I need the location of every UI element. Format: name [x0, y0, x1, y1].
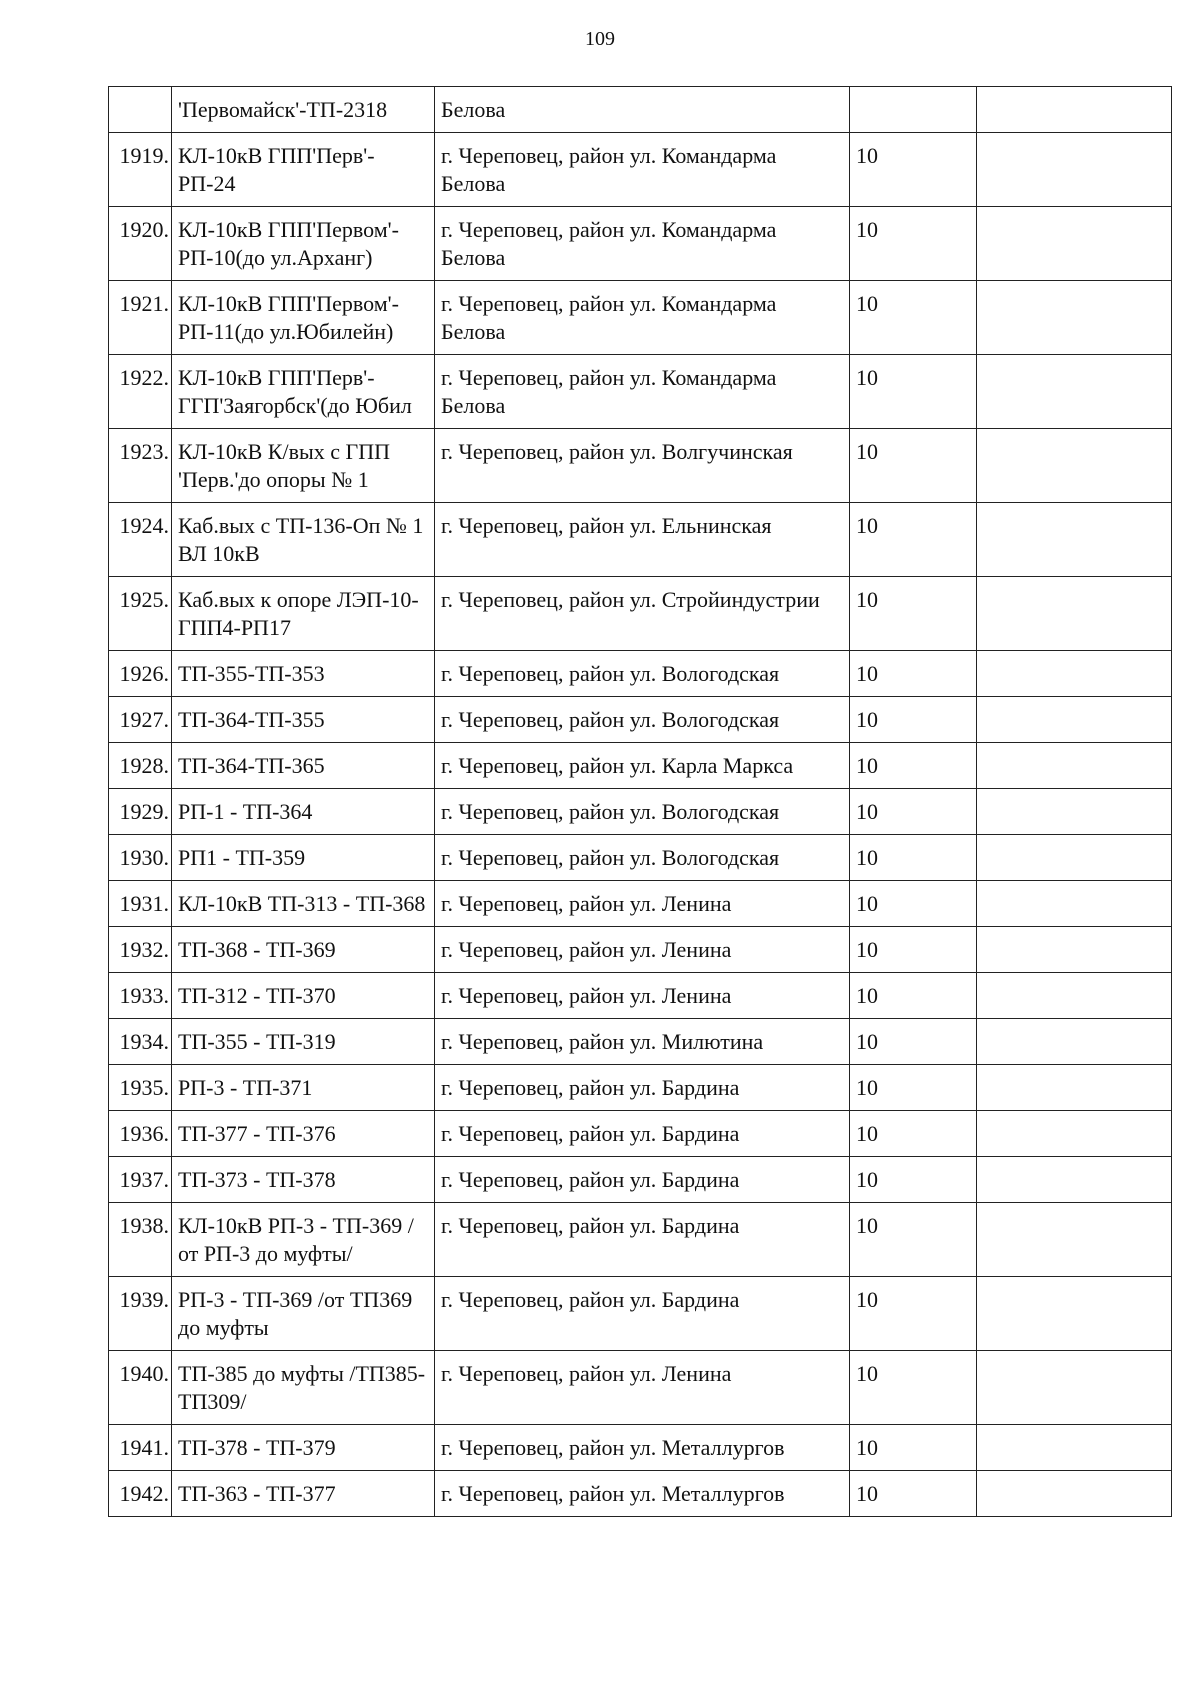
- table-row: [109, 1065, 1172, 1111]
- line-name-cell: КЛ-10кВ ГПП'Первом'-РП-11(до ул.Юбилейн): [172, 281, 435, 355]
- table-row: [109, 503, 1172, 577]
- row-number-cell: 1930.: [109, 835, 172, 881]
- table-row: [109, 651, 1172, 697]
- address-cell: г. Череповец, район ул. Вологодская: [435, 651, 850, 697]
- row-number-cell: 1923.: [109, 429, 172, 503]
- extra-cell: [977, 835, 1172, 881]
- line-name-cell: КЛ-10кВ К/вых с ГПП 'Перв.'до опоры № 1: [172, 429, 435, 503]
- row-number-cell: 1921.: [109, 281, 172, 355]
- voltage-cell: 10: [850, 207, 977, 281]
- extra-cell: [977, 973, 1172, 1019]
- address-cell: г. Череповец, район ул. Командарма Белова: [435, 207, 850, 281]
- row-number-cell: 1924.: [109, 503, 172, 577]
- address-cell: г. Череповец, район ул. Ленина: [435, 1351, 850, 1425]
- line-name-cell: РП1 - ТП-359: [172, 835, 435, 881]
- line-name-cell: ТП-378 - ТП-379: [172, 1425, 435, 1471]
- row-number-cell: 1933.: [109, 973, 172, 1019]
- table-row: [109, 429, 1172, 503]
- address-cell: г. Череповец, район ул. Ленина: [435, 881, 850, 927]
- voltage-cell: 10: [850, 973, 977, 1019]
- address-cell: г. Череповец, район ул. Командарма Белова: [435, 281, 850, 355]
- table-row: [109, 927, 1172, 973]
- address-cell: г. Череповец, район ул. Бардина: [435, 1111, 850, 1157]
- address-cell: г. Череповец, район ул. Вологодская: [435, 789, 850, 835]
- voltage-cell: 10: [850, 577, 977, 651]
- extra-cell: [977, 881, 1172, 927]
- extra-cell: [977, 927, 1172, 973]
- line-name-cell: ТП-373 - ТП-378: [172, 1157, 435, 1203]
- address-cell: г. Череповец, район ул. Карла Маркса: [435, 743, 850, 789]
- table-row: [109, 1277, 1172, 1351]
- registry-table-body: [109, 87, 1172, 1517]
- line-name-cell: РП-3 - ТП-369 /от ТП369 до муфты: [172, 1277, 435, 1351]
- line-name-cell: ТП-368 - ТП-369: [172, 927, 435, 973]
- row-number-cell: 1928.: [109, 743, 172, 789]
- extra-cell: [977, 1277, 1172, 1351]
- address-cell: Белова: [435, 87, 850, 133]
- row-number-cell: 1925.: [109, 577, 172, 651]
- extra-cell: [977, 87, 1172, 133]
- voltage-cell: 10: [850, 651, 977, 697]
- voltage-cell: 10: [850, 1425, 977, 1471]
- address-cell: г. Череповец, район ул. Ленина: [435, 927, 850, 973]
- line-name-cell: ТП-364-ТП-355: [172, 697, 435, 743]
- voltage-cell: 10: [850, 1471, 977, 1517]
- table-row: [109, 577, 1172, 651]
- row-number-cell: 1937.: [109, 1157, 172, 1203]
- row-number-cell: 1920.: [109, 207, 172, 281]
- extra-cell: [977, 1471, 1172, 1517]
- row-number-cell: 1938.: [109, 1203, 172, 1277]
- address-cell: г. Череповец, район ул. Вологодская: [435, 697, 850, 743]
- row-number-cell: 1931.: [109, 881, 172, 927]
- line-name-cell: ТП-385 до муфты /ТП385-ТП309/: [172, 1351, 435, 1425]
- voltage-cell: 10: [850, 881, 977, 927]
- table-row: [109, 1111, 1172, 1157]
- extra-cell: [977, 133, 1172, 207]
- table-row: [109, 1471, 1172, 1517]
- table-row: [109, 1425, 1172, 1471]
- table-row: [109, 1351, 1172, 1425]
- extra-cell: [977, 577, 1172, 651]
- row-number-cell: [109, 87, 172, 133]
- line-name-cell: КЛ-10кВ ГПП'Перв'-РП-24: [172, 133, 435, 207]
- address-cell: г. Череповец, район ул. Бардина: [435, 1157, 850, 1203]
- voltage-cell: 10: [850, 1277, 977, 1351]
- line-name-cell: КЛ-10кВ РП-3 - ТП-369 /от РП-3 до муфты/: [172, 1203, 435, 1277]
- address-cell: г. Череповец, район ул. Металлургов: [435, 1425, 850, 1471]
- address-cell: г. Череповец, район ул. Командарма Белова: [435, 133, 850, 207]
- row-number-cell: 1929.: [109, 789, 172, 835]
- line-name-cell: РП-3 - ТП-371: [172, 1065, 435, 1111]
- line-name-cell: КЛ-10кВ ГПП'Первом'-РП-10(до ул.Арханг): [172, 207, 435, 281]
- voltage-cell: 10: [850, 789, 977, 835]
- extra-cell: [977, 1019, 1172, 1065]
- extra-cell: [977, 743, 1172, 789]
- voltage-cell: 10: [850, 429, 977, 503]
- line-name-cell: РП-1 - ТП-364: [172, 789, 435, 835]
- line-name-cell: ТП-312 - ТП-370: [172, 973, 435, 1019]
- voltage-cell: 10: [850, 1351, 977, 1425]
- extra-cell: [977, 503, 1172, 577]
- voltage-cell: 10: [850, 927, 977, 973]
- table-row: [109, 207, 1172, 281]
- line-name-cell: Каб.вых к опоре ЛЭП-10-ГПП4-РП17: [172, 577, 435, 651]
- line-name-cell: Каб.вых с ТП-136-Оп № 1 ВЛ 10кВ: [172, 503, 435, 577]
- address-cell: г. Череповец, район ул. Ельнинская: [435, 503, 850, 577]
- table-row: [109, 1203, 1172, 1277]
- table-row: [109, 697, 1172, 743]
- voltage-cell: 10: [850, 1203, 977, 1277]
- row-number-cell: 1934.: [109, 1019, 172, 1065]
- extra-cell: [977, 1111, 1172, 1157]
- address-cell: г. Череповец, район ул. Ленина: [435, 973, 850, 1019]
- row-number-cell: 1942.: [109, 1471, 172, 1517]
- line-name-cell: ТП-377 - ТП-376: [172, 1111, 435, 1157]
- voltage-cell: 10: [850, 503, 977, 577]
- page-number: 109: [585, 28, 615, 50]
- line-name-cell: ТП-364-ТП-365: [172, 743, 435, 789]
- table-row: [109, 789, 1172, 835]
- row-number-cell: 1922.: [109, 355, 172, 429]
- extra-cell: [977, 207, 1172, 281]
- row-number-cell: 1936.: [109, 1111, 172, 1157]
- address-cell: г. Череповец, район ул. Милютина: [435, 1019, 850, 1065]
- line-name-cell: ТП-355-ТП-353: [172, 651, 435, 697]
- extra-cell: [977, 1351, 1172, 1425]
- table-row: [109, 973, 1172, 1019]
- voltage-cell: [850, 87, 977, 133]
- table-row: [109, 1157, 1172, 1203]
- voltage-cell: 10: [850, 281, 977, 355]
- address-cell: г. Череповец, район ул. Командарма Белова: [435, 355, 850, 429]
- voltage-cell: 10: [850, 1065, 977, 1111]
- row-number-cell: 1939.: [109, 1277, 172, 1351]
- address-cell: г. Череповец, район ул. Стройиндустрии: [435, 577, 850, 651]
- extra-cell: [977, 355, 1172, 429]
- extra-cell: [977, 429, 1172, 503]
- address-cell: г. Череповец, район ул. Вологодская: [435, 835, 850, 881]
- voltage-cell: 10: [850, 1111, 977, 1157]
- table-row: [109, 1019, 1172, 1065]
- table-row: [109, 133, 1172, 207]
- row-number-cell: 1935.: [109, 1065, 172, 1111]
- row-number-cell: 1927.: [109, 697, 172, 743]
- voltage-cell: 10: [850, 133, 977, 207]
- voltage-cell: 10: [850, 697, 977, 743]
- address-cell: г. Череповец, район ул. Волгучинская: [435, 429, 850, 503]
- row-number-cell: 1926.: [109, 651, 172, 697]
- extra-cell: [977, 651, 1172, 697]
- line-name-cell: 'Первомайск'-ТП-2318: [172, 87, 435, 133]
- voltage-cell: 10: [850, 1157, 977, 1203]
- row-number-cell: 1919.: [109, 133, 172, 207]
- voltage-cell: 10: [850, 355, 977, 429]
- line-name-cell: ТП-355 - ТП-319: [172, 1019, 435, 1065]
- voltage-cell: 10: [850, 743, 977, 789]
- extra-cell: [977, 1065, 1172, 1111]
- address-cell: г. Череповец, район ул. Бардина: [435, 1065, 850, 1111]
- table-row: [109, 881, 1172, 927]
- extra-cell: [977, 789, 1172, 835]
- address-cell: г. Череповец, район ул. Бардина: [435, 1277, 850, 1351]
- extra-cell: [977, 1425, 1172, 1471]
- voltage-cell: 10: [850, 835, 977, 881]
- line-name-cell: ТП-363 - ТП-377: [172, 1471, 435, 1517]
- line-name-cell: КЛ-10кВ ГПП'Перв'-ГГП'Заягорбск'(до Юбил: [172, 355, 435, 429]
- cable-line-registry-table: [108, 86, 1172, 1517]
- extra-cell: [977, 1157, 1172, 1203]
- extra-cell: [977, 281, 1172, 355]
- address-cell: г. Череповец, район ул. Бардина: [435, 1203, 850, 1277]
- row-number-cell: 1941.: [109, 1425, 172, 1471]
- extra-cell: [977, 1203, 1172, 1277]
- table-row: [109, 281, 1172, 355]
- line-name-cell: КЛ-10кВ ТП-313 - ТП-368: [172, 881, 435, 927]
- address-cell: г. Череповец, район ул. Металлургов: [435, 1471, 850, 1517]
- row-number-cell: 1940.: [109, 1351, 172, 1425]
- table-row: [109, 835, 1172, 881]
- voltage-cell: 10: [850, 1019, 977, 1065]
- table-row: [109, 355, 1172, 429]
- table-row: [109, 743, 1172, 789]
- table-row: [109, 87, 1172, 133]
- extra-cell: [977, 697, 1172, 743]
- row-number-cell: 1932.: [109, 927, 172, 973]
